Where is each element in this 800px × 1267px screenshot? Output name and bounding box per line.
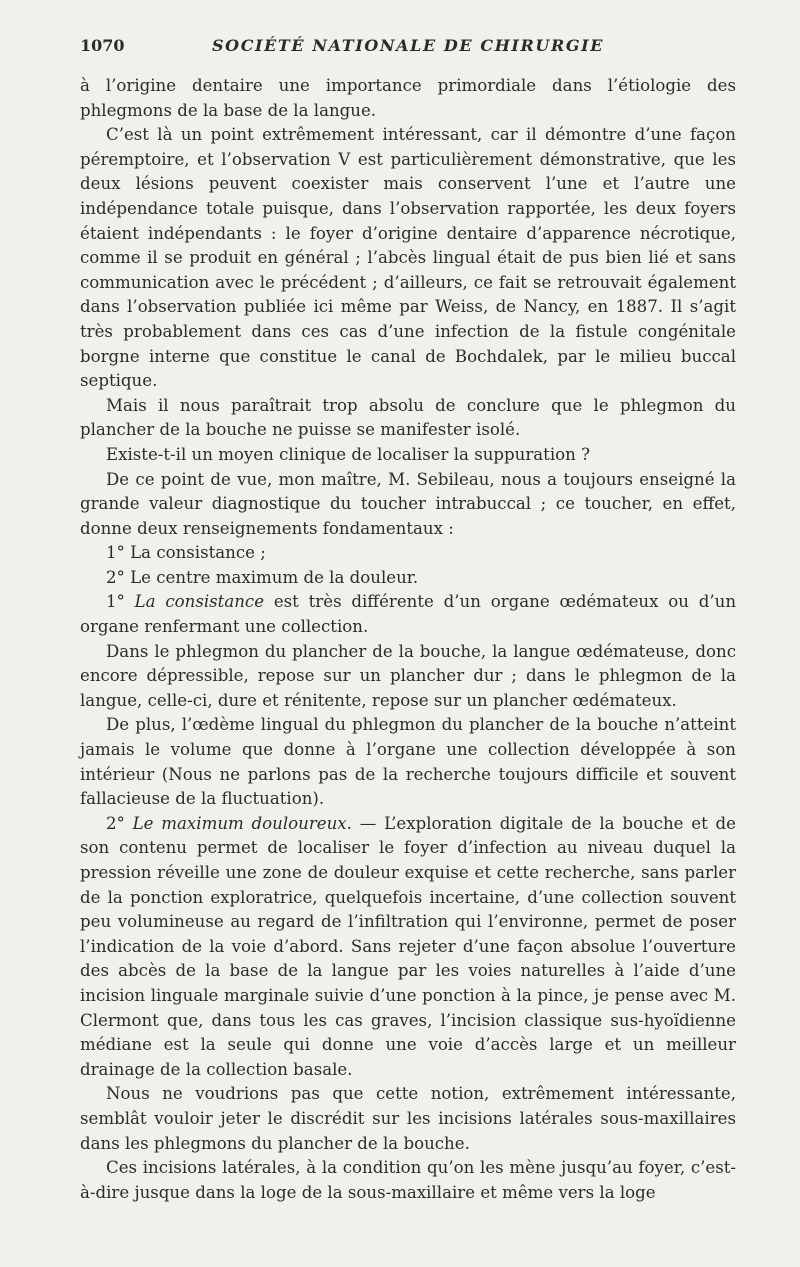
paragraph: Ces incisions latérales, à la condition qu’on les mène jusqu’au foyer, c’est-à-dire jusque dans la loge de la sous-maxillaire et même vers la loge bbox=[80, 1158, 736, 1202]
paragraph: C’est là un point extrêmement intéressant, car il démontre d’une façon péremptoire, et l’observation V est particulièrement démonstrative, que les deux lésions peuvent coexister mais conservent l’une et l’autre une indépendance totale puisque, dans l’observation rapportée, les deux foyers étaient indépendants : le foyer d’origine dentaire d’apparence nécrotique, comme il se produit en général ; l’abcès lingual était de pus bien lié et sans communication avec le précédent ; d’ailleurs, ce fait se retrouvait également dans l’observation publiée ici même par Weiss, de Nancy, en 1887. Il s’agit très probablement dans ces cas d’une infection de la fistule congénitale borgne interne que constitue le canal de Bochdalek, par le milieu buccal septique. bbox=[80, 125, 736, 391]
list-item: 2° Le centre maximum de la douleur. bbox=[106, 567, 419, 587]
italic-heading: Le maximum douloureux. bbox=[132, 813, 352, 833]
paragraph: Mais il nous paraîtrait trop absolu de conclure que le phlegmon du plancher de la bouche ne puisse se manifester isolé. bbox=[80, 395, 736, 440]
paragraph-rest: est très différente d’un organe œdémateux ou d’un organe renfermant une collection. bbox=[80, 592, 737, 637]
page-header bbox=[80, 36, 736, 58]
paragraph: à l’origine dentaire une importance primordiale dans l’étiologie des phlegmons de la base de la langue. bbox=[80, 76, 736, 120]
paragraph bbox=[80, 812, 736, 1083]
running-title: SOCIÉTÉ NATIONALE DE CHIRURGIE bbox=[212, 36, 604, 55]
paragraph bbox=[80, 590, 736, 639]
italic-heading: La consistance bbox=[134, 592, 265, 612]
paragraph: Nous ne voudrions pas que cette notion, extrêmement intéressante, semblât vouloir jeter le discrédit sur les incisions latérales sous-maxillaires dans les phlegmons du plancher de la bouche. bbox=[80, 1084, 736, 1153]
body-text bbox=[80, 74, 736, 1205]
paragraph-lead: 1° bbox=[106, 592, 135, 612]
paragraph-rest: — L’exploration digitale de la bouche et de son contenu permet de localiser le foyer d’infection au niveau duquel la pression réveille une zone de douleur exquise et cette recherche, sans parler de la ponction exploratrice, quelquefois incertaine, d’une collection souvent peu volumineuse au regard de l’infiltration qui l’environne, permet de poser l’indication de la voie d’abord. Sans rejeter d’une façon absolue l’ouverture des abcès de la base de la langue par les voies naturelles à l’aide d’une incision linguale marginale suivie d’une ponction à la pince, je pense avec M. Clermont que, dans tous les cas graves, l’incision classique sus-hyoïdienne médiane est la seule qui donne une voie d’accès large et un meilleur drainage de la collection basale. bbox=[80, 813, 736, 1079]
paragraph: Dans le phlegmon du plancher de la bouche, la langue œdémateuse, donc encore dépressible, repose sur un plancher dur ; dans le phlegmon de la langue, celle-ci, dure et rénitente, repose sur un plancher œdémateux. bbox=[80, 641, 736, 710]
paragraph: De plus, l’œdème lingual du phlegmon du plancher de la bouche n’atteint jamais le volume que donne à l’organe une collection développée à son intérieur (Nous ne parlons pas de la recherche toujours difficile et souvent fallacieuse de la fluctuation). bbox=[80, 715, 736, 809]
paragraph: Existe-t-il un moyen clinique de localiser la suppuration ? bbox=[106, 444, 591, 464]
page-number: 1070 bbox=[80, 36, 125, 55]
paragraph: De ce point de vue, mon maître, M. Sebileau, nous a toujours enseigné la grande valeur diagnostique du toucher intrabuccal ; ce toucher, en effet, donne deux renseignements fondamentaux : bbox=[80, 469, 736, 538]
paragraph-lead: 2° bbox=[106, 813, 133, 833]
list-item: 1° La consistance ; bbox=[106, 543, 266, 563]
